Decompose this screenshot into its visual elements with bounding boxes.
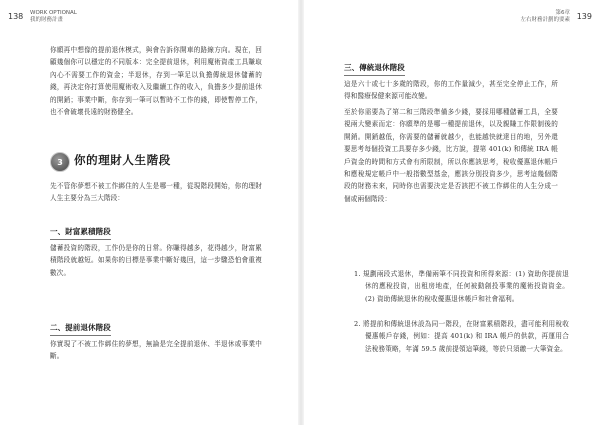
phase3-heading	[344, 62, 405, 73]
phase1-heading-text: 一、財富累積階段	[50, 227, 111, 236]
phase3-text: 這是六十或七十多歲的階段，你的工作量減少，甚至完全停止工作，所得和醫療保健來源可能改變。	[344, 80, 558, 101]
running-header-chapter: 第6章	[555, 10, 570, 16]
heading-rule	[50, 239, 111, 240]
phase3-heading-text: 三、傳統退休階段	[344, 63, 405, 72]
page-number: 138	[8, 12, 24, 21]
phase3-detail: 至於你需要為了第二和三階段準備多少錢，要採用哪種儲蓄工具，全要視兩大變素而定：你願準的是哪一種提前退休，以及親賺工作限制後的開銷。開銷越低，你需要的儲蓄就越少，也能越快就達目的地，另外還要思考每個投資工具要存多少錢，比方說，提第 401(k) 和傳統 IRA 帳戶資金的時間和方式會有所限制，所以你應該思考，稅收優惠退休帳戶和應稅規定帳戶中一般指數型基金，應該分別投資多少，思考這幾個階段的財務未來，同時你也需要決定是否該把不被工作綁住的人生分成一個或兩個階段：	[344, 108, 558, 203]
section-intro: 先不管你夢想不被工作綁住的人生是哪一種，從現階段開始，你的理財人生主要分為三大階段：	[50, 182, 262, 203]
running-header-title: 左右財務計劃的要素	[520, 17, 570, 23]
heading-rule	[344, 75, 405, 76]
list-item: 1. 規劃兩段式退休，準備兩筆不同投資和所得來源：(1) 資助你提前退休的應稅投資，出租房地產，任何被動創投事業的魔術投資資金。(2) 資助傳統退休的稅收優惠退休帳戶和社會福利。	[354, 270, 569, 303]
intro-paragraph: 你願再中想像的提前退休模式，與會告訴你開車的路線方向。現在，回顧幾個你可以穩定的不同版本：完全提前退休，利用魔術資產工具賺取內心不需要工作的資金；半退休，存到一筆足以負擔傳統退休儲蓄的錢，再決定你打算使用魔術收入及繼續工作的收入，負擔多少提前退休的開銷；事業中斷，你存到一筆可以暫時不工作的錢，即使暫停工作，也不會破壞長遠的財務健全。	[50, 46, 262, 117]
section-number-icon: 3	[50, 152, 70, 172]
right-page	[304, 0, 600, 425]
section-title: 你的理財人生階段	[74, 153, 171, 167]
section-heading	[50, 150, 250, 172]
running-header-en: WORK OPTIONAL	[30, 10, 77, 16]
phase1-heading	[50, 226, 111, 237]
running-header	[30, 10, 77, 24]
phase2-heading-text: 二、提前退休階段	[50, 323, 111, 332]
running-header-zh: 我的財務計畫	[30, 17, 64, 23]
page-number: 139	[576, 12, 592, 21]
left-page	[0, 0, 298, 425]
heading-rule	[50, 335, 111, 336]
phase2-heading	[50, 322, 111, 333]
running-header	[520, 10, 570, 24]
phase1-text: 儲蓄投資的階段，工作仍是你的日常。你賺得越多，花得越少，財富累積階段就越短。如果你的目標是事業中斷好幾回，這一步驟恐怕會重複數次。	[50, 244, 262, 277]
list-item: 2. 將提前和傳統退休設為同一階段，在財富累積階段，盡可能利用稅收優惠帳戶存錢，例如：提高 401(k) 和 IRA 帳戶的供款，再運用合法稅務策略，年滿 59.5 歲前提領這筆錢，等於只須繳一大筆資金。	[354, 320, 569, 353]
phase2-text: 你實現了不被工作綁住的夢想，無論是完全提前退休、半退休或事業中斷。	[50, 340, 262, 361]
